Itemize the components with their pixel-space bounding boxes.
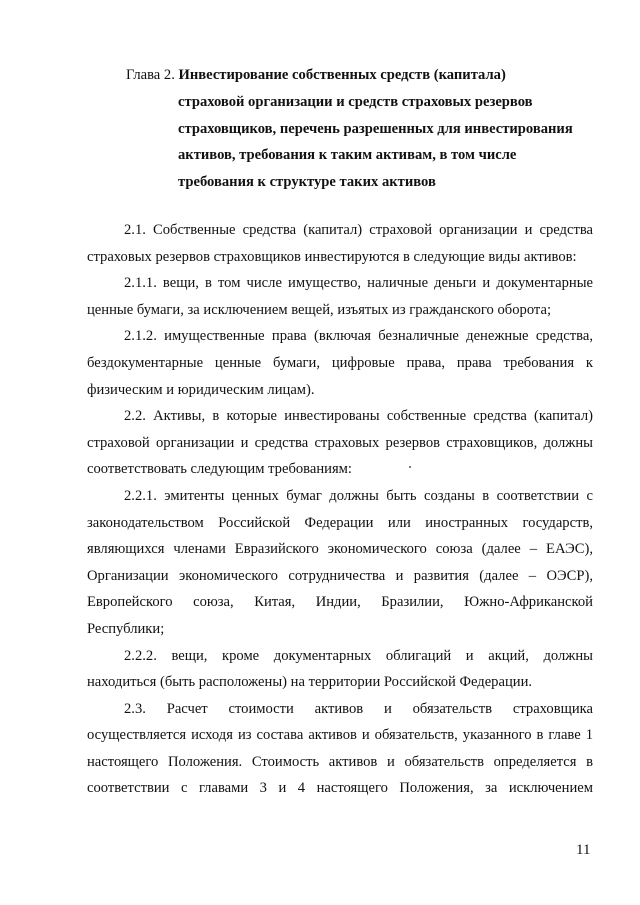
chapter-number: Глава 2.	[126, 67, 179, 83]
text-line: бездокументарные ценные бумаги, цифровые права, права требования к	[87, 354, 593, 371]
text-line: ценные бумаги, за исключением вещей, изъятых из гражданского оборота;	[87, 301, 552, 318]
text-line: страховых резервов страховщиков инвестируются в следующие виды активов:	[87, 248, 577, 265]
text-line: 2.2. Активы, в которые инвестированы собственные средства (капитал)	[124, 408, 593, 425]
text-line: находиться (быть расположены) на территории Российской Федерации.	[87, 674, 533, 691]
text-line: соответствовать следующим требованиям:	[87, 461, 352, 478]
text-line: 2.2.1. эмитенты ценных бумаг должны быть созданы в соответствии с	[124, 487, 593, 504]
text-line: законодательством Российской Федерации или иностранных государств,	[87, 514, 593, 531]
scan-speck	[409, 466, 411, 468]
text-line: настоящего Положения. Стоимость активов и обязательств определяется в	[87, 753, 593, 770]
chapter-title-line: требования к структуре таких активов	[178, 174, 436, 191]
body-text	[87, 217, 593, 802]
chapter-title-line: Инвестирование собственных средств (капитала)	[178, 67, 506, 83]
paragraph-2-2	[87, 403, 593, 483]
chapter-title-line: страховщиков, перечень разрешенных для инвестирования	[178, 120, 573, 137]
chapter-title-line: страховой организации и средств страховых резервов	[178, 93, 533, 110]
text-line: Организации экономического сотрудничества и развития (далее – ОЭСР),	[87, 567, 593, 584]
text-line: осуществляется исходя из состава активов и обязательств, указанного в главе 1	[87, 727, 593, 744]
paragraph-2-1-2	[87, 323, 593, 403]
text-line: 2.3. Расчет стоимости активов и обязательств страховщика	[124, 700, 593, 717]
text-line: физическим и юридическим лицам).	[87, 381, 315, 398]
paragraph-2-1	[87, 217, 593, 270]
text-line: 2.1.2. имущественные права (включая безналичные денежные средства,	[124, 328, 593, 345]
paragraph-2-1-1	[87, 270, 593, 323]
paragraph-2-2-1	[87, 483, 593, 643]
paragraph-2-3	[87, 696, 593, 802]
text-line: 2.1. Собственные средства (капитал) страховой организации и средства	[124, 222, 593, 238]
text-line: соответствии с главами 3 и 4 настоящего Положения, за исключением	[87, 780, 593, 797]
paragraph-2-2-2	[87, 643, 593, 696]
text-line: Европейского союза, Китая, Индии, Бразилии, Южно-Африканской	[87, 594, 593, 611]
text-line: 2.2.2. вещи, кроме документарных облигаций и акций, должны	[124, 647, 593, 664]
text-line: Республики;	[87, 620, 165, 637]
page-number: 11	[576, 842, 591, 858]
text-line: являющихся членами Евразийского экономического союза (далее – ЕАЭС),	[87, 541, 593, 558]
chapter-heading	[126, 62, 606, 196]
text-line: 2.1.1. вещи, в том числе имущество, наличные деньги и документарные	[124, 275, 593, 292]
chapter-title-line: активов, требования к таким активам, в том числе	[178, 147, 517, 164]
chapter-heading-line-1	[126, 62, 606, 89]
text-line: страховой организации и средства страховых резервов страховщиков, должны	[87, 434, 593, 451]
